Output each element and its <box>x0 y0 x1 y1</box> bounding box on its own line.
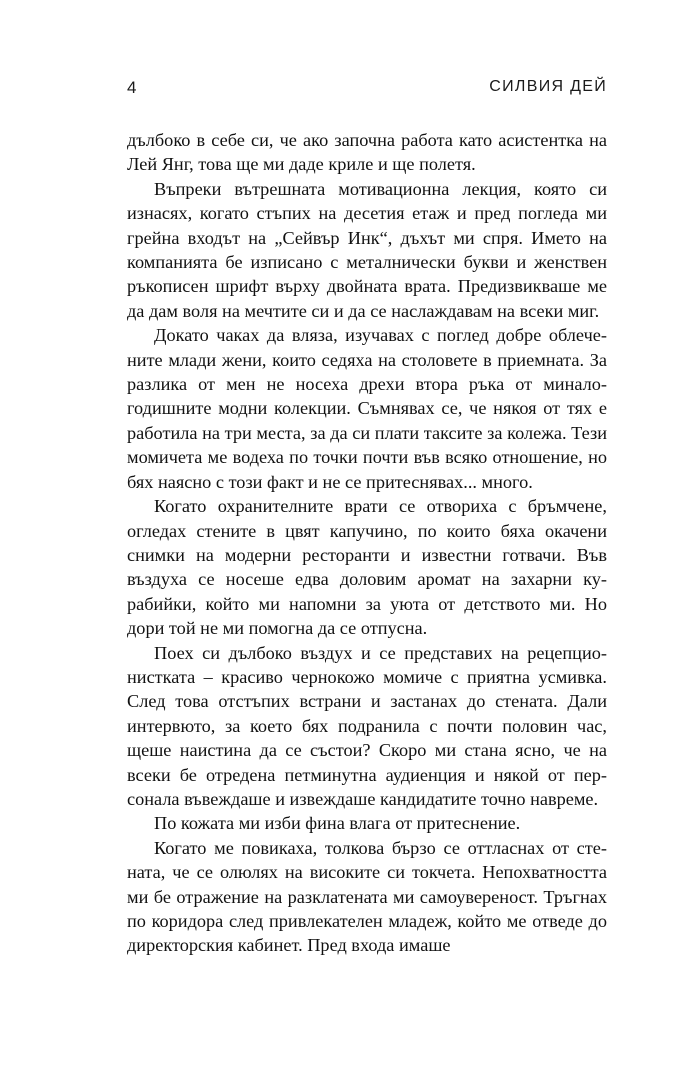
paragraph-3: Докато чаках да вляза, изучавах с поглед добре облечените млади жени, които седяха на столовете в приемната. За разлика от мен не носеха дрехи втора ръка от миналогодишните модни колекции. Съмнявах се, че някоя от тях е работила на три места, за да си плати таксите за колежа. Тези момичета ме водеха по точки почти във всяко отношение, но бях наясно с този факт и не се притеснявах... много. <box>127 325 607 492</box>
page-header <box>127 78 607 100</box>
paragraph-4: Когато охранителните врати се отвориха с бръмчене, огледах стените в цвят капучино, по които бяха окачени снимки на модерни ресторанти и известни готвачи. Във въздуха се носеше едва доловим аромат на захарни курабийки, който ми напомни за уюта от детството ми. Но дори той не ми помогна да се отпусна. <box>127 496 607 639</box>
running-head-author: СИЛВИЯ ДЕЙ <box>489 78 607 95</box>
paragraph-5: Поех си дълбоко въздух и се представих на рецепционистката – красиво чернокожо момиче с приятна усмивка. След това отстъпих встрани и застанах до стената. Дали интервюто, за което бях подранила с почти половин час, щеше наистина да се състои? Скоро ми стана ясно, че на всеки бе отредена петминутна аудиенция и някой от персонала въвеждаше и извеждаше кандидатите точно навреме. <box>127 642 607 809</box>
page-number: 4 <box>127 78 137 97</box>
body-text <box>127 128 607 958</box>
paragraph-1: дълбоко в себе си, че ако започна работа като асистентка на Лей Янг, това ще ми даде криле и ще полетя. <box>127 130 607 175</box>
paragraph-2: Въпреки вътрешната мотивационна лекция, която си изнасях, когато стъпих на десетия етаж и пред погледа ми грейна входът на „Сейвър Инк“, дъхът ми спря. Името на компанията бе изписано с металнически букви и женствен ръкописен шрифт върху двойната врата. Предизвикваше ме да дам воля на мечтите си и да се наслаждавам на всеки миг. <box>127 178 607 321</box>
paragraph-7: Когато ме повикаха, толкова бързо се оттласнах от стената, че се олюлях на високите си токчета. Непохватността ми бе отражение на разклатената ми самоувереност. Тръгнах по коридора след привлекателен младеж, който ме отведе до директорския кабинет. Пред входа имаше <box>127 837 607 956</box>
paragraph-6: По кожата ми изби фина влага от притеснение. <box>154 813 521 834</box>
